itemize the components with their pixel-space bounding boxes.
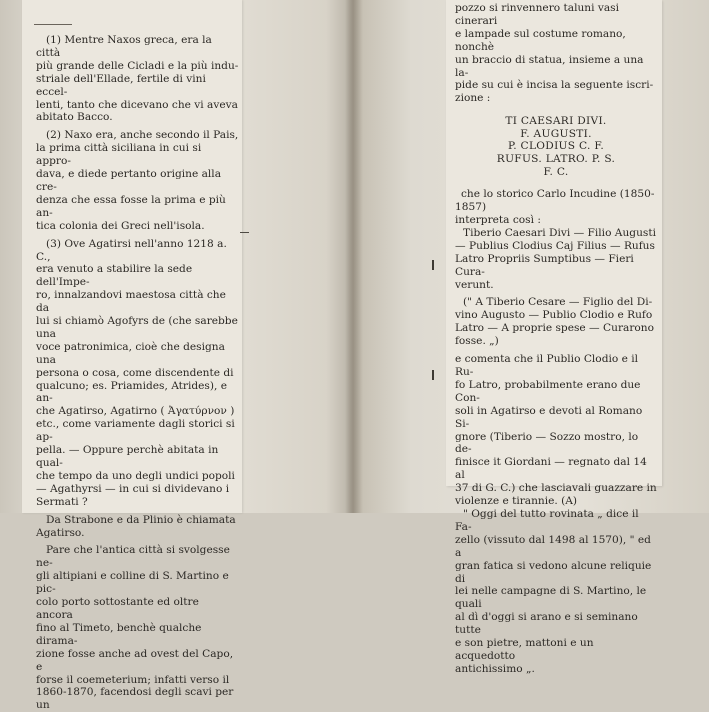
text-line: gnore (Tiberio — Sozzo mostro, lo de- <box>455 430 639 456</box>
text-line: che Agatirso, Agatirno ( Ἀγατύρνον ) <box>36 405 235 418</box>
latin-line: — Publius Clodius Caj Filius — Rufus <box>455 239 655 252</box>
text-line: fo Latro, probabilmente erano due Con- <box>455 378 641 404</box>
text-line: finisce it Giordani — regnato dal 14 al <box>455 456 647 482</box>
text-line: (2) Naxo era, anche secondo il Pais, <box>46 129 239 142</box>
text-line: voce patronimica, cioè che designa una <box>36 340 225 366</box>
inscription-line: P. CLODIUS C. F. <box>507 140 605 153</box>
margin-bar <box>432 260 434 270</box>
text-line: lenti, tanto che dicevano che vi aveva <box>36 98 238 111</box>
text-line: tica colonia dei Greci nell'isola. <box>36 219 205 232</box>
text-line: fosse. „) <box>455 335 499 348</box>
text-line: Latro — A proprie spese — Curarono <box>455 322 654 335</box>
book-spine <box>345 0 363 513</box>
latin-line: Latro Propriis Sumptibus — Fieri Cura- <box>455 252 634 278</box>
text-line: qualcuno; es. Priamides, Atrides), e an- <box>36 379 227 405</box>
quote-line: e son pietre, mattoni e un acquedotto <box>455 637 594 662</box>
text-line: (" A Tiberio Cesare — Figlio del Di- <box>463 296 653 309</box>
text-line: Da Strabone e da Plinio è chiamata <box>46 513 236 526</box>
footnote-rule <box>34 24 72 25</box>
latin-line: Tiberio Caesari Divi — Filio Augusti <box>463 226 656 239</box>
text-line: 1860-1870, facendosi degli scavi per un <box>36 686 234 712</box>
quote-line: lei nelle campagne di S. Martino, le quali <box>455 585 647 611</box>
text-line: era venuto a stabilire la sede dell'Impe- <box>36 263 193 289</box>
text-line: lui si chiamò Agofyrs de (che sarebbe una <box>36 315 238 340</box>
inscription-line: RUFUS. LATRO. P. S. <box>496 153 616 166</box>
margin-bar <box>432 370 434 380</box>
quote-line: al dì d'oggi si arano e si seminano tutte <box>455 611 638 637</box>
text-line: forse il coemeterium; infatti verso il <box>36 673 230 686</box>
quote-line: " Oggi del tutto rovinata „ dice il Fa- <box>455 507 639 533</box>
text-line: etc., come variamente dagli storici si ap- <box>36 418 235 444</box>
text-line: più grande delle Cicladi e la più indu- <box>36 59 239 72</box>
text-line: pide su cui è incisa la seguente iscri- <box>455 79 654 92</box>
text-line: dava, e diede pertanto origine alla cre- <box>36 168 222 193</box>
inscription-line: TI CAESARI DIVI. <box>505 115 607 128</box>
text-line: striale dell'Ellade, fertile di vini eccel- <box>36 72 206 98</box>
text-line: — Agathyrsi — in cui si dividevano i <box>36 482 230 495</box>
text-line: fino al Timeto, benchè qualche dirama- <box>36 621 202 647</box>
text-line: pozzo si rinvennero taluni vasi cinerari <box>455 2 620 27</box>
text-line: soli in Agatirso e devoti al Romano Si- <box>455 404 643 430</box>
inscription-line: F. C. <box>543 165 569 178</box>
text-line: violenze e tirannie. (A) <box>455 495 578 508</box>
text-line: vino Augusto — Publio Clodio e Rufo <box>455 309 653 322</box>
text-line: che lo storico Carlo Incudine (1850-1857) <box>455 188 655 214</box>
inscription-line: F. AUGUSTI. <box>520 127 592 140</box>
text-line: denza che essa fosse la prima e più an- <box>36 193 226 219</box>
text-line: gli altipiani e colline di S. Martino e pic- <box>36 570 229 596</box>
quote-line: gran fatica si vedono alcune reliquie di <box>455 559 652 585</box>
text-line: persona o cosa, come discendente di <box>36 366 234 379</box>
text-line: un braccio di statua, insieme a una la- <box>455 53 644 79</box>
text-line: e comenta che il Publio Clodio e il Ru- <box>455 353 639 378</box>
text-line: Sermati ? <box>36 495 88 508</box>
text-line: zione : <box>455 92 491 105</box>
text-line: e lampade sul costume romano, nonchè <box>455 27 626 53</box>
text-line: 37 di G. C.) che lasciavali guazzare in <box>455 482 657 495</box>
text-line: Pare che l'antica città si svolgesse ne- <box>36 544 230 570</box>
text-line: colo porto sottostante ed oltre ancora <box>36 596 199 621</box>
text-line: la prima città siciliana in cui si appro- <box>36 142 202 168</box>
left-page-text <box>36 34 239 712</box>
text-line: zione fosse anche ad ovest del Capo, e <box>36 647 234 673</box>
text-line: ro, innalzandovi maestosa città che da <box>36 289 226 315</box>
text-line: abitato Bacco. <box>36 111 113 124</box>
margin-mark <box>240 232 249 233</box>
text-line: pella. — Oppure perchè abitata in qual- <box>36 444 219 469</box>
right-page-text <box>455 2 657 676</box>
text-line: (1) Mentre Naxos greca, era la città <box>36 34 212 59</box>
quote-line: zello (vissuto dal 1498 al 1570), " ed a <box>455 533 651 559</box>
text-line: che tempo da uno degli undici popoli <box>36 469 235 482</box>
text-line: interpreta così : <box>455 214 541 227</box>
latin-line: verunt. <box>455 278 494 291</box>
text-line: (3) Ove Agatirsi nell'anno 1218 a. C., <box>36 237 227 263</box>
text-line: Agatirso. <box>36 526 85 539</box>
quote-line: antichissimo „. <box>455 662 535 675</box>
